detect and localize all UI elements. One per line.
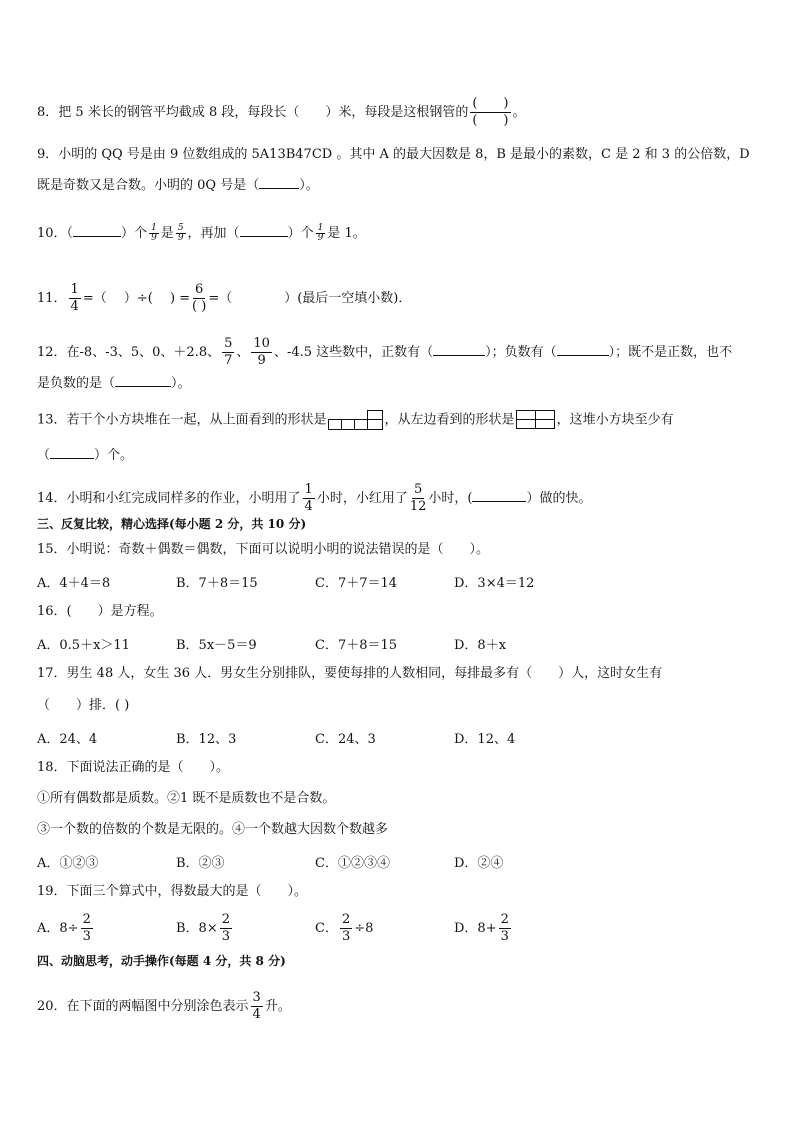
q8-text-main: 把 5 米长的钢管平均截成 8 段，每段长（ ）米，每段是这根钢管的 xyxy=(58,105,469,120)
q11-f2-num: 6 xyxy=(195,282,204,297)
q11-text-a: 11． xyxy=(37,291,67,306)
q12-f1-num: 5 xyxy=(224,336,233,351)
q9-text-end: ）。 xyxy=(299,178,319,193)
q19-d-fraction xyxy=(499,912,511,945)
q10-text-e: ）个 xyxy=(287,226,314,241)
q18-option-d[interactable]: D．②④ xyxy=(454,856,504,871)
q9-answer-blank[interactable] xyxy=(259,176,299,189)
q18-option-b[interactable]: B．②③ xyxy=(176,856,225,871)
q13-text-line2-end: ）个。 xyxy=(94,448,134,463)
question-9-line1: 9．小明的 QQ 号是由 9 位数组成的 5A13B47CD 。其中 A 的最大因数是 8，B 是最小的素数，C 是 2 和 3 的公倍数，D xyxy=(37,147,750,162)
q14-text-b: 小时，小红用了 xyxy=(316,491,408,506)
q12-blank-positive[interactable] xyxy=(433,343,485,356)
q12-text-line2: 是负数的是（ xyxy=(37,376,116,391)
question-16-stem: 16．( ）是方程。 xyxy=(37,604,163,619)
q19-option-c[interactable] xyxy=(315,912,373,945)
q12-text-e: ）；既不是正数，也不 xyxy=(608,345,733,360)
q16-option-a[interactable]: A．0.5＋x＞11 xyxy=(37,638,130,653)
left-view-figure xyxy=(516,410,556,430)
q10-text-d: ，再加（ xyxy=(187,226,240,241)
q14-text-a: 14．小明和小红完成同样多的作业，小明用了 xyxy=(37,491,301,506)
q12-blank-neither[interactable] xyxy=(115,374,171,387)
q15-option-c[interactable]: C．7＋7＝14 xyxy=(315,576,398,591)
q19-option-b[interactable] xyxy=(176,912,234,945)
q12-text-a: 12．在-8、-3、5、0、＋2.8、 xyxy=(37,345,221,360)
section-4-heading: 四、动脑思考，动手操作(每题 4 分，共 8 分) xyxy=(37,954,286,968)
q18-option-a[interactable]: A．①②③ xyxy=(37,856,99,871)
q12-f2-den: 9 xyxy=(257,353,266,368)
q13-answer-blank[interactable] xyxy=(50,446,94,459)
q16-option-d[interactable]: D．8＋x xyxy=(454,638,507,653)
q19-a-num: 2 xyxy=(82,912,91,927)
question-13-line1 xyxy=(37,410,764,430)
q19-a-fraction xyxy=(81,912,93,945)
q19-c-suffix: ÷8 xyxy=(354,921,374,936)
q14-f2-num: 5 xyxy=(413,482,423,497)
q20-text-b: 升。 xyxy=(264,999,291,1014)
q12-blank-negative[interactable] xyxy=(557,343,609,356)
q10-f1-num: 1 xyxy=(151,223,157,233)
q13-text-line2: （ xyxy=(37,448,51,463)
question-10 xyxy=(37,224,764,243)
q10-text-g: 是 1。 xyxy=(327,226,366,241)
q19-b-den: 3 xyxy=(221,929,230,944)
question-8 xyxy=(37,96,764,129)
q10-f3-num: 1 xyxy=(317,223,324,233)
q13-text-c: ，这堆小方块至少有 xyxy=(556,412,674,428)
q19-a-den: 3 xyxy=(82,929,91,944)
q15-option-a[interactable]: A．4＋4＝8 xyxy=(37,576,111,591)
q19-c-num: 2 xyxy=(341,912,351,927)
q8-fraction xyxy=(470,96,510,129)
q10-fraction-2 xyxy=(176,224,186,243)
q16-option-b[interactable]: B．5x－5＝9 xyxy=(176,638,257,653)
question-14 xyxy=(37,482,764,515)
q19-c-fraction xyxy=(340,912,352,945)
question-17-stem: 17．男生 48 人，女生 36 人．男女生分别排队，要使每排的人数相同，每排最多有（ ）人，这时女生有 xyxy=(37,666,663,681)
q19-b-text: B．8× xyxy=(176,921,218,936)
q14-f1-den: 4 xyxy=(304,499,313,514)
q9-text: 既是奇数又是合数。小明的 0Q 号是（ xyxy=(37,178,260,193)
q14-fraction-1 xyxy=(303,482,315,515)
question-12-line2 xyxy=(37,374,764,393)
q19-b-fraction xyxy=(220,912,232,945)
q15-option-b[interactable]: B．7＋8＝15 xyxy=(176,576,258,591)
q14-f2-den: 12 xyxy=(409,499,427,514)
question-18-stem: 18．下面说法正确的是（ ）。 xyxy=(37,760,230,775)
q20-num: 3 xyxy=(252,990,261,1005)
q10-text-a: 10．（ xyxy=(37,226,74,241)
q10-fraction-3 xyxy=(316,224,326,243)
question-12-line1 xyxy=(37,336,764,369)
q10-f2-num: 5 xyxy=(177,223,184,233)
q17-option-b[interactable]: B．12、3 xyxy=(176,732,237,747)
q20-text-a: 20．在下面的两幅图中分别涂色表示 xyxy=(37,999,249,1014)
q18-statements-2: ③一个数的倍数的个数是无限的。④一个数越大因数个数越多 xyxy=(37,822,389,837)
q11-f1-num: 1 xyxy=(70,282,79,297)
q12-text-c: 、-4.5 这些数中，正数有（ xyxy=(273,345,434,360)
question-9-line2 xyxy=(37,176,764,195)
q13-text-b: ，从左边看到的形状是 xyxy=(384,412,515,428)
q13-text-a: 13．若干个小方块堆在一起，从上面看到的形状是 xyxy=(37,412,327,428)
q16-option-c[interactable]: C．7＋8＝15 xyxy=(315,638,398,653)
q8-text: 8． xyxy=(37,105,59,120)
q19-b-num: 2 xyxy=(221,912,230,927)
q14-text-d: ）做的快。 xyxy=(526,491,592,506)
q10-text-b: ）个 xyxy=(121,226,148,241)
q10-f3-den: 9 xyxy=(317,233,324,243)
q19-c-den: 3 xyxy=(341,929,351,944)
q18-option-c[interactable]: C．①②③④ xyxy=(315,856,390,871)
q10-fraction-1 xyxy=(149,224,159,243)
q12-f2-num: 10 xyxy=(253,336,270,351)
q17-option-c[interactable]: C．24、3 xyxy=(315,732,376,747)
q14-f1-num: 1 xyxy=(304,482,313,497)
q17-option-a[interactable]: A．24、4 xyxy=(37,732,98,747)
q14-fraction-2 xyxy=(410,482,427,515)
q11-fraction-1 xyxy=(69,282,81,315)
q11-f2-den: ( ) xyxy=(192,299,207,314)
q19-c-text: C． xyxy=(315,921,338,936)
q20-fraction xyxy=(251,990,263,1023)
q10-f2-den: 9 xyxy=(177,233,184,243)
q10-blank-2[interactable] xyxy=(240,224,288,237)
q19-a-text: A．8÷ xyxy=(37,921,79,936)
q17-option-d[interactable]: D．12、4 xyxy=(454,732,516,747)
question-11 xyxy=(37,282,764,315)
question-17-stem-line2: （ ）排．( ) xyxy=(37,698,130,713)
q10-f1-den: 9 xyxy=(151,233,157,243)
q15-option-d[interactable]: D．3×4＝12 xyxy=(454,576,535,591)
q8-frac-numerator: ( ) xyxy=(472,96,509,111)
q11-text-c: =（ ）(最后一空填小数)． xyxy=(208,291,412,306)
q14-text-c: 小时，( xyxy=(428,491,473,506)
section-3-heading: 三、反复比较，精心选择(每小题 2 分，共 10 分) xyxy=(37,517,307,531)
question-15-stem: 15．小明说：奇数＋偶数＝偶数，下面可以说明小明的说法错误的是（ ）。 xyxy=(37,542,490,557)
q11-fraction-2 xyxy=(192,282,206,315)
q11-f1-den: 4 xyxy=(70,299,79,314)
q19-d-den: 3 xyxy=(500,929,509,944)
q12-f1-den: 7 xyxy=(224,353,233,368)
q14-answer-blank[interactable] xyxy=(472,489,526,502)
top-view-figure xyxy=(328,410,384,430)
q8-frac-denominator: ( ) xyxy=(472,113,509,128)
q8-end: 。 xyxy=(512,105,526,120)
q18-statements-1: ①所有偶数都是质数。②1 既不是质数也不是合数。 xyxy=(37,791,336,806)
q12-fraction-1 xyxy=(222,336,234,369)
q10-text-c: 是 xyxy=(160,226,174,241)
q19-option-d[interactable] xyxy=(454,912,513,945)
q20-den: 4 xyxy=(252,1007,261,1022)
question-20 xyxy=(37,990,764,1023)
q19-d-num: 2 xyxy=(500,912,509,927)
q12-text-d: ）；负数有（ xyxy=(485,345,557,360)
q19-d-text: D．8+ xyxy=(454,921,497,936)
q12-text-b: 、 xyxy=(236,345,250,360)
q12-fraction-2 xyxy=(251,336,272,369)
q19-option-a[interactable] xyxy=(37,912,95,945)
question-19-stem: 19．下面三个算式中，得数最大的是（ ）。 xyxy=(37,884,308,899)
q11-text-b: =（ ）÷( ) = xyxy=(82,291,191,306)
q10-blank-1[interactable] xyxy=(73,224,121,237)
question-13-line2 xyxy=(37,446,764,465)
q12-text-line2-end: ）。 xyxy=(171,376,191,391)
